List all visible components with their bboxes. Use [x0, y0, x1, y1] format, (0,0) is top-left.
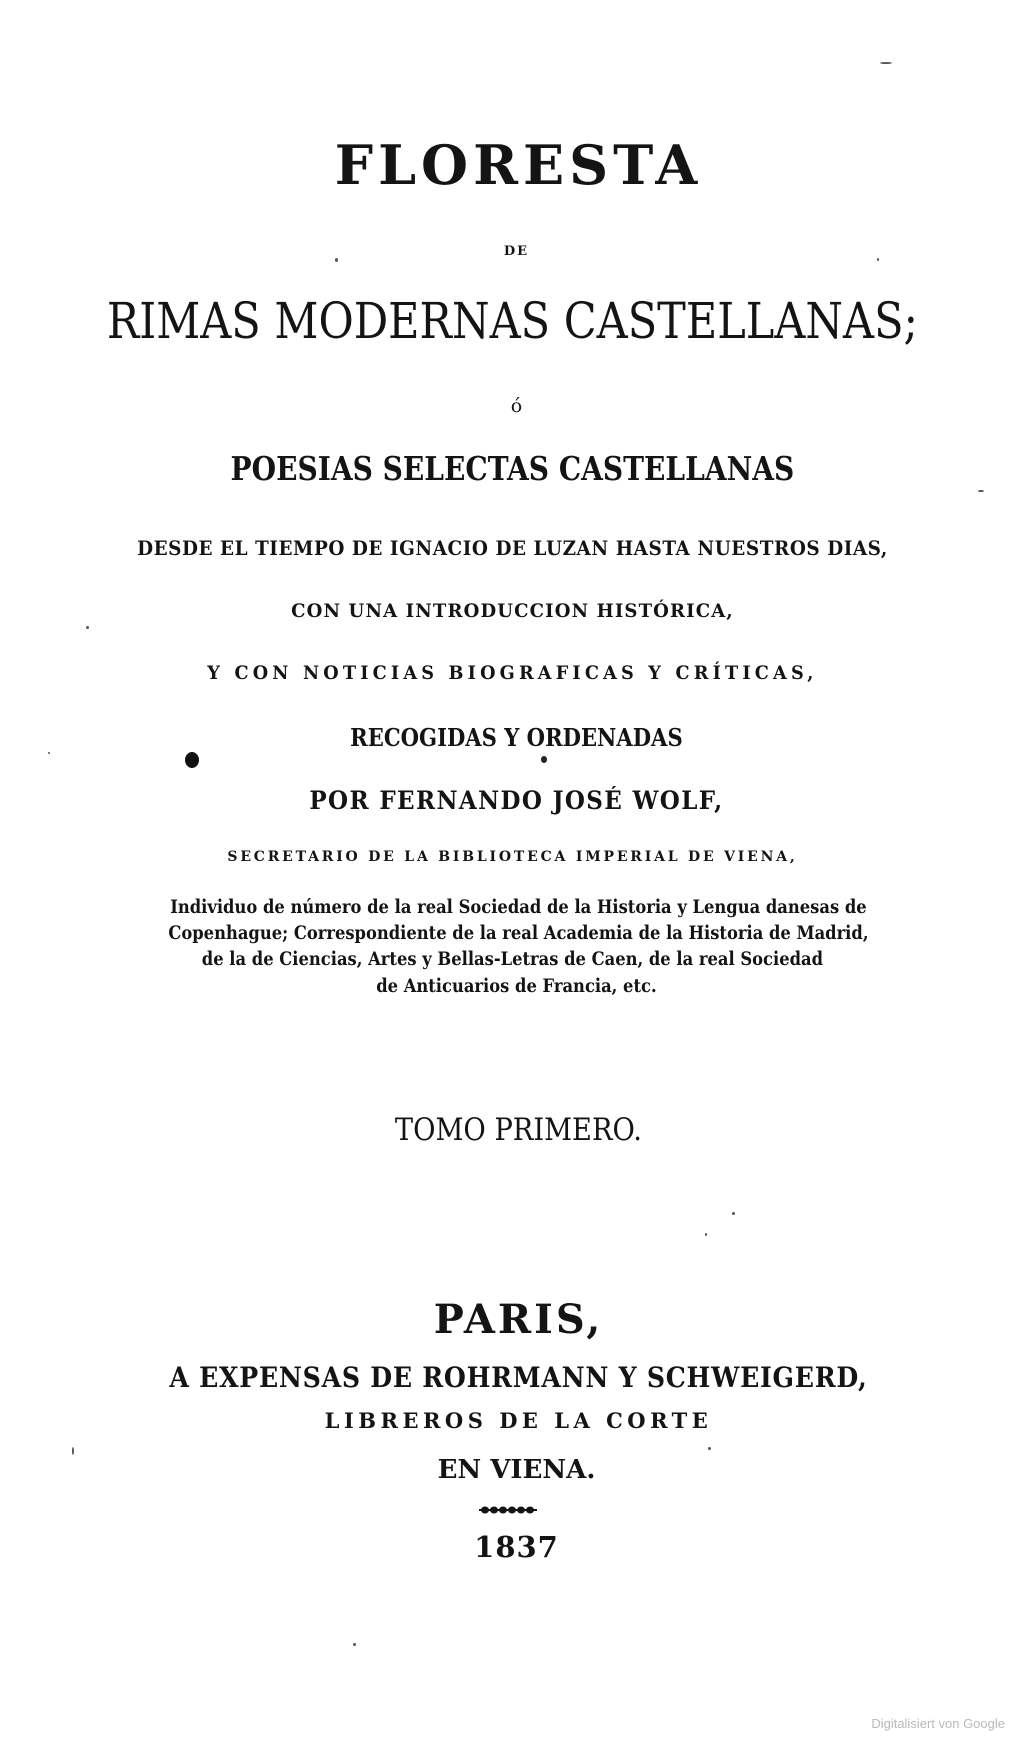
ink-dot-mark — [541, 756, 547, 763]
author-line: POR FERNANDO JOSÉ WOLF, — [309, 786, 724, 815]
scan-speck — [335, 258, 338, 262]
ornament-divider-icon — [477, 1505, 539, 1515]
digitization-watermark: Digitalisiert von Google — [871, 1716, 1005, 1731]
credentials-line: de la de Ciencias, Artes y Bellas-Letras de Caen, de la real Sociedad — [201, 948, 824, 970]
author-role: SECRETARIO DE LA BIBLIOTECA IMPERIAL DE VIENA, — [227, 849, 798, 865]
credentials-line: Copenhague; Correspondiente de la real Academia de la Historia de Madrid, — [168, 922, 869, 944]
imprint-year: 1837 — [474, 1530, 559, 1564]
scan-speck — [978, 490, 984, 492]
scan-speck — [72, 1447, 74, 1455]
ink-blot-mark — [185, 752, 199, 768]
scan-speck — [708, 1447, 711, 1450]
book-subtitle: RIMAS MODERNAS CASTELLANAS; — [106, 292, 919, 350]
scan-speck — [48, 752, 50, 754]
credentials-line: Individuo de número de la real Sociedad de la Historia y Lengua danesas de — [170, 896, 867, 918]
scan-speck — [353, 1643, 356, 1646]
credentials-line: de Anticuarios de Francia, etc. — [376, 975, 657, 997]
scope-line: DESDE EL TIEMPO DE IGNACIO DE LUZAN HASTA NUESTROS DIAS, — [137, 536, 888, 560]
book-title: FLORESTA — [334, 133, 703, 197]
alternate-title: POESIAS SELECTAS CASTELLANAS — [230, 449, 795, 488]
notes-line: Y CON NOTICIAS BIOGRAFICAS Y CRÍTICAS, — [207, 662, 818, 684]
imprint-publisher-city: EN VIENA. — [437, 1455, 596, 1485]
imprint-city: PARIS, — [433, 1296, 604, 1343]
title-connector-o: ó — [510, 395, 523, 417]
imprint-publisher-role: LIBREROS DE LA CORTE — [324, 1408, 713, 1433]
collected-line: RECOGIDAS Y ORDENADAS — [350, 723, 683, 752]
scan-speck — [705, 1233, 707, 1236]
introduction-line: CON UNA INTRODUCCION HISTÓRICA, — [291, 600, 734, 622]
imprint-publisher: A EXPENSAS DE ROHRMANN Y SCHWEIGERD, — [169, 1361, 868, 1394]
scan-speck — [880, 62, 892, 64]
scan-speck — [732, 1212, 735, 1215]
scan-speck — [877, 258, 879, 261]
scan-speck — [86, 626, 89, 629]
title-connector-de: DE — [503, 244, 530, 259]
volume-label: TOMO PRIMERO. — [394, 1112, 642, 1148]
